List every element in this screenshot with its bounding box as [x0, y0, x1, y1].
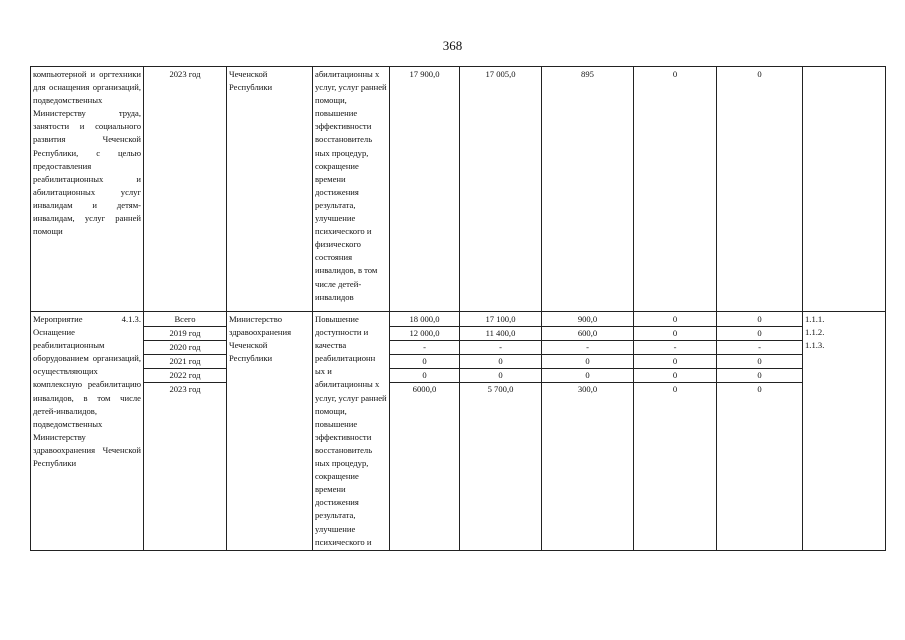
program-table: [30, 66, 886, 551]
amount: 300,0: [577, 384, 598, 395]
amount-col-2-list: [542, 312, 634, 551]
table-row: [31, 312, 886, 551]
period: 2021 год: [144, 355, 226, 369]
amount: 17 100,0: [460, 313, 541, 327]
executor: Министерство здравоохранения Чеченской Республики: [227, 312, 313, 551]
amount-col-1-list: [460, 312, 542, 551]
total-amount: 17 900,0: [390, 67, 460, 312]
indicator-codes: [803, 312, 886, 551]
period: 2020 год: [144, 341, 226, 355]
amount: 0: [542, 355, 633, 369]
amount: 900,0: [542, 313, 633, 327]
amount-col-1: 17 005,0: [460, 67, 542, 312]
amount: 600,0: [542, 327, 633, 341]
amount: 0: [717, 355, 802, 369]
amount: 18 000,0: [390, 313, 459, 327]
amount: 5 700,0: [487, 384, 514, 395]
expected-result: Повышение доступности и качества реабилитационн ых и абилитационны х услуг, услуг ранней помощи, повышение эффективности восстановитель ных процедур, сокращение времени достижения результата, улучшение психического и: [313, 312, 390, 551]
amount: 0: [634, 355, 716, 369]
amount: 0: [717, 327, 802, 341]
amount: -: [542, 341, 633, 355]
amount: 0: [634, 327, 716, 341]
amount-col-4-list: [717, 312, 803, 551]
period: 2022 год: [144, 369, 226, 383]
amount: -: [390, 341, 459, 355]
amount: 0: [757, 384, 762, 395]
indicator-codes: [803, 67, 886, 312]
amount: 0: [460, 369, 541, 383]
table-row: [31, 67, 886, 312]
amount: 0: [717, 369, 802, 383]
amount-col-4: 0: [717, 67, 803, 312]
amount: 0: [672, 384, 678, 395]
indicator-code: 1.1.3.: [805, 340, 825, 351]
indicator-code: 1.1.2.: [805, 327, 825, 338]
amount: 0: [460, 355, 541, 369]
amount: -: [460, 341, 541, 355]
amount: 6000,0: [412, 384, 437, 395]
indicator-code: 1.1.1.: [805, 314, 825, 324]
amount: 12 000,0: [390, 327, 459, 341]
amount: 0: [390, 369, 459, 383]
amount-col-3: 0: [634, 67, 717, 312]
amount: 0: [634, 313, 716, 327]
executor: Чеченской Республики: [227, 67, 313, 312]
period: Всего: [144, 313, 226, 327]
expected-result: абилитационны х услуг, услуг ранней помощи, повышение эффективности восстановитель ных процедур, сокращение времени достижения результата, улучшение психического и физического состояния инвалидов, в том числе детей-инвалидов: [313, 67, 390, 312]
amount: 11 400,0: [460, 327, 541, 341]
period: 2019 год: [144, 327, 226, 341]
amount: 0: [634, 369, 716, 383]
period-list: [144, 312, 227, 551]
period: 2023 год: [144, 67, 227, 312]
amount: -: [634, 341, 716, 355]
page-number: 368: [442, 38, 463, 53]
measure-name: Мероприятие 4.1.3. Оснащение реабилитационным оборудованием организаций, осуществляющих комплексную реабилитацию инвалидов, в том числе детей-инвалидов, подведомственных Министерству здравоохранения Чеченской Республики: [31, 312, 144, 551]
total-amount-list: [390, 312, 460, 551]
amount: -: [717, 341, 802, 355]
amount: 0: [542, 369, 633, 383]
measure-name: компьютерной и оргтехники для оснащения организаций, подведомственных Министерству труда, занятости и социального развития Чеченской Республики, с целью предоставления реабилитационных и абилитационных услуг инвалидам и детям-инвалидам, услуг ранней помощи: [31, 67, 144, 312]
amount: 0: [717, 313, 802, 327]
amount-col-2: 895: [542, 67, 634, 312]
amount-col-3-list: [634, 312, 717, 551]
amount: 0: [390, 355, 459, 369]
period: 2023 год: [169, 384, 201, 395]
